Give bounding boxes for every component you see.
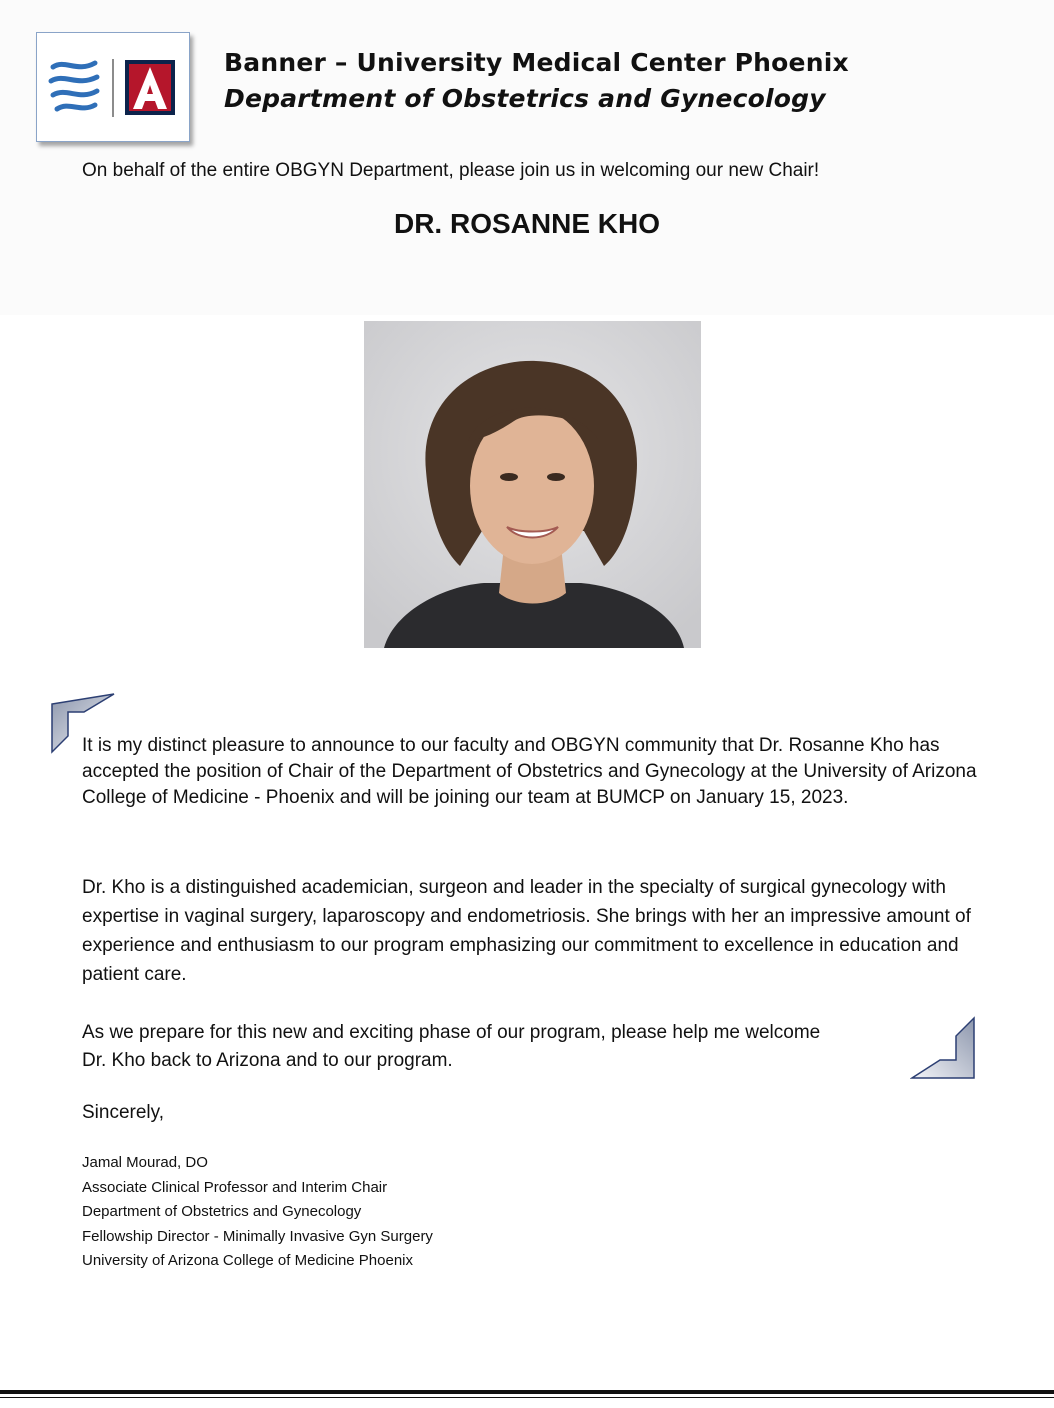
logo	[36, 32, 190, 142]
arizona-a-icon	[125, 60, 175, 115]
chair-name: DR. ROSANNE KHO	[393, 208, 660, 239]
signature-department: Department of Obstetrics and Gynecology	[82, 1203, 362, 1221]
footer-rule-thin	[0, 1397, 1054, 1398]
signature-school: University of Arizona College of Medicine Phoenix	[82, 1252, 414, 1270]
signature-name: Jamal Mourad, DO	[82, 1154, 208, 1171]
paragraph-announcement: It is my distinct pleasure to announce to our faculty and OBGYN community that Dr. Rosanne Kho has accepted the position of Chair of the Department of Obstetrics and Gynecology at the University of Arizona College of Medicine - Phoenix and will be joining our team at BUMCP on January 15, 2023.	[82, 735, 977, 808]
paragraph-welcome	[82, 1019, 982, 1075]
footer-rule-thick	[0, 1390, 1054, 1394]
closing: Sincerely,	[82, 1102, 165, 1123]
banner-health-icon	[51, 63, 97, 109]
paragraph-welcome-line1: As we prepare for this new and exciting phase of our program, please help me welcome	[82, 1022, 821, 1043]
signature-fellowship: Fellowship Director - Minimally Invasive Gyn Surgery	[82, 1227, 433, 1245]
paragraph-welcome-line2: Dr. Kho back to Arizona and to our program.	[82, 1050, 453, 1071]
signature-title: Associate Clinical Professor and Interim Chair	[82, 1178, 388, 1196]
portrait-photo	[364, 321, 701, 648]
department-title: Department of Obstetrics and Gynecology	[224, 84, 826, 113]
intro-text: On behalf of the entire OBGYN Department, please join us in welcoming our new Chair!	[82, 160, 820, 181]
paragraph-expertise: Dr. Kho is a distinguished academician, surgeon and leader in the specialty of surgical gynecology with expertise in vaginal surgery, laparoscopy and endometriosis. She brings with her an impressive amount of experience and enthusiasm to our program emphasizing our commitment to excellence in education and patient care.	[82, 877, 971, 985]
hospital-title: Banner – University Medical Center Phoenix	[224, 48, 849, 77]
quote-corner-bottom-right-icon	[910, 1016, 976, 1080]
signature-block	[82, 1151, 433, 1274]
